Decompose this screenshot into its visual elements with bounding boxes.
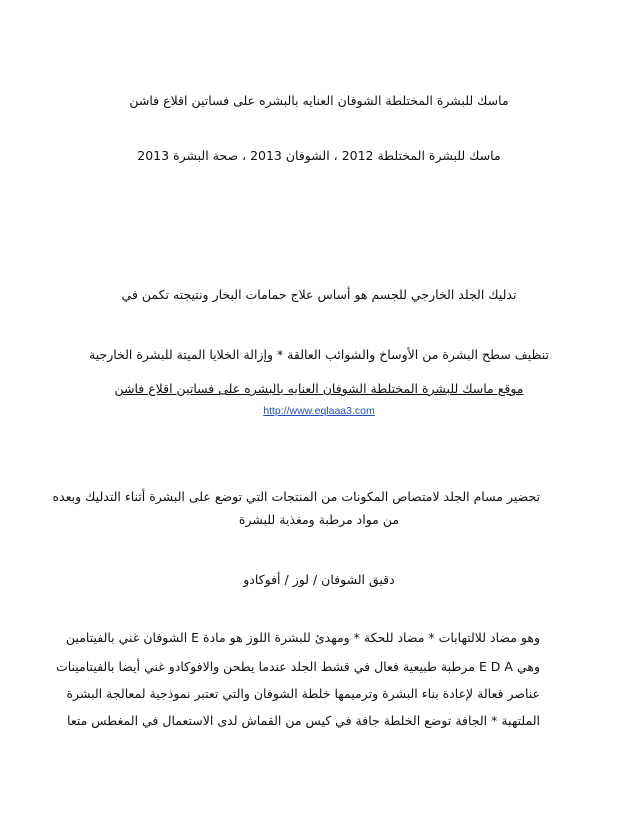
site-url-link[interactable]: http://www.eqlaaa3.com [263, 405, 375, 417]
body-line-3: عناصر فعالة لإعادة بناء البشرة وترميمها خلطة الشوفان والتي تعتبر نموذجية لمعالجة البشرة [66, 686, 540, 701]
body-line-4: الملتهبة * الجافة توضع الخلطة جافة في كيس من القماش لدى الاستعمال في المغطس متعا [67, 713, 540, 728]
ingredients-heading: دقيق الشوفان / لوز / أفوكادو [243, 572, 395, 587]
paragraph-cleansing: تنظيف سطح البشرة من الأوساخ والشوائب العالقة * وإزالة الخلايا الميتة للبشرة الخارجية [89, 347, 549, 362]
document-subtitle: ماسك للبشرة المختلطة 2012 ، الشوفان 2013 ، صحة البشرة 2013 [137, 148, 501, 163]
site-label[interactable]: موقع ماسك للبشرة المختلطة الشوفان العنايه بالبشره على فساتين اقلاع فاشن [114, 381, 524, 396]
document-title: ماسك للبشرة المختلطة الشوفان العنايه بالبشره على فساتين اقلاع فاشن [129, 93, 509, 108]
body-line-2: وهي E D A مرطبة طبيعية فعال في قشط الجلد عندما يطحن والافوكادو غني أيضا بالفيتامينات [55, 659, 540, 674]
paragraph-pores-line2: من مواد مرطبة ومغذية للبشرة [238, 512, 400, 527]
paragraph-massage: تدليك الجلد الخارجي للجسم هو أساس علاج حمامات البخار ونتيجته تكمن في [121, 287, 517, 302]
paragraph-pores-line1: تحضير مسام الجلد لامتصاص المكونات من المنتجات التي توضع على البشرة أثناء التدليك وبعده [52, 489, 540, 504]
body-line-1: وهو مضاد للالتهابات * مضاد للحكة * ومهدئ للبشرة اللوز هو مادة E الشوفان غني بالفيتامين [65, 630, 540, 645]
